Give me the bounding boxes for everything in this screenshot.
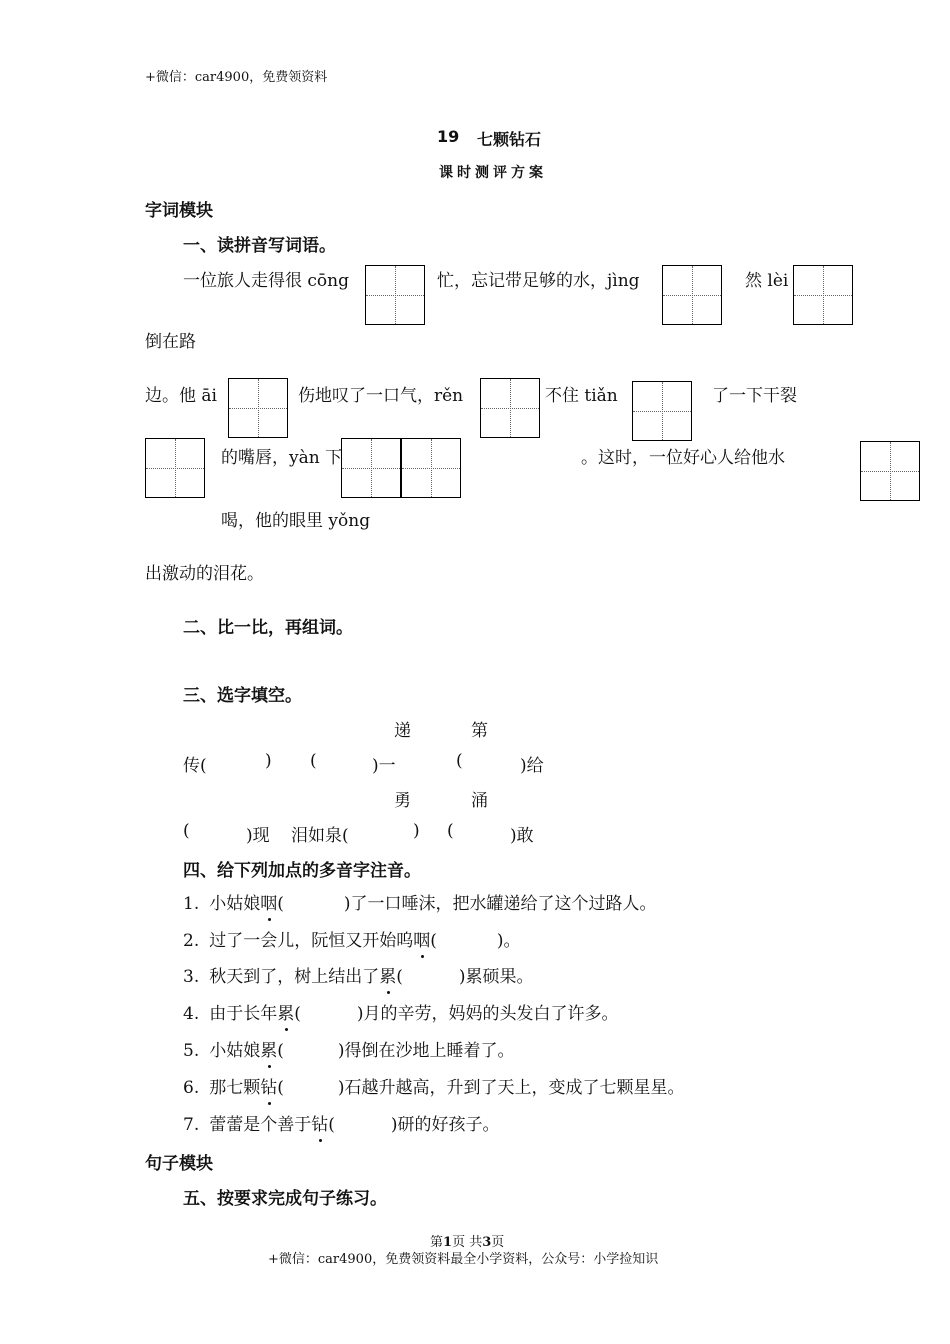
q2-heading: 二、比一比，再组词。 [183,618,353,638]
q1-heading: 一、读拼音写词语。 [183,236,336,256]
item-text: 由于长年 [209,1004,278,1024]
q1-text: 然 lèi [745,271,789,291]
fill-text: 泪如泉( [291,826,349,846]
choice-char: 勇 [394,791,411,811]
writing-box[interactable] [228,378,288,438]
current-page: 1 [443,1235,453,1250]
choice-char: 涌 [471,791,488,811]
q4-heading: 四、给下列加点的多音字注音。 [183,861,421,881]
list-item [183,1073,685,1098]
q1-text: 出激动的泪花。 [145,564,264,584]
paren-close: ) [458,967,466,987]
writing-box[interactable] [860,441,920,501]
paren-close: ) [496,931,504,951]
writing-box[interactable] [662,265,722,325]
total-pages: 3 [482,1235,492,1250]
writing-box[interactable] [480,378,540,438]
list-item [183,999,619,1024]
q1-text: 边。他 āi [145,386,217,406]
header-watermark: +微信：car4900，免费领资料 [145,70,328,85]
paren-open: ( [277,1078,284,1098]
paren-open: ( [396,967,403,987]
footer-watermark: +微信：car4900，免费领资料最全小学资料，公众号：小学捡知识 [268,1252,659,1267]
dotted-char: 累 [277,999,294,1024]
item-text: 得倒在沙地上睡着了。 [344,1041,515,1061]
fill-text: ( [447,821,454,841]
item-text: 小姑娘 [209,1041,261,1061]
paren-close: ) [337,1041,345,1061]
dotted-char: 钻 [260,1073,277,1098]
fill-text: 传( [183,756,207,776]
item-number: 5. [183,1041,200,1061]
page-label: 页 [491,1235,505,1250]
list-item [183,1110,500,1135]
item-text: 小姑娘 [209,894,261,914]
writing-box[interactable] [401,438,461,498]
item-text: 蕾蕾是个善于 [209,1115,312,1135]
paren-open: ( [328,1115,335,1135]
q1-text: 。这时，一位好心人给他水 [581,448,785,468]
q1-text: 一位旅人走得很 cōng [183,271,349,291]
paren-open: ( [294,1004,301,1024]
q1-text: 倒在路 [145,332,196,352]
item-number: 7. [183,1115,200,1135]
fill-text: ) [413,821,420,841]
list-item [183,962,534,987]
fill-text: ( [310,751,317,771]
item-number: 2. [183,931,200,951]
item-text: 。 [503,931,521,951]
q1-text: 了一下干裂 [712,386,797,406]
item-number: 4. [183,1004,200,1024]
paren-open: ( [430,931,437,951]
item-number: 3. [183,967,200,987]
module-label-words: 字词模块 [145,201,213,221]
dotted-char: 钻 [311,1110,328,1135]
paren-open: ( [277,894,284,914]
item-text: 研的好孩子。 [397,1115,500,1135]
fill-text: )敢 [510,826,534,846]
module-label-sentences: 句子模块 [145,1154,213,1174]
q5-heading: 五、按要求完成句子练习。 [183,1189,387,1209]
q1-text: 喝，他的眼里 yǒng [221,511,371,531]
list-item [183,1036,515,1061]
choice-char: 第 [471,721,488,741]
paren-close: ) [337,1078,345,1098]
writing-box[interactable] [365,265,425,325]
item-text: 秋天到了，树上结出了 [209,967,380,987]
fill-text: ( [183,821,190,841]
lesson-number: 19 [437,127,460,146]
q1-text: 伤地叹了一口气，rěn [298,386,464,406]
page-label: 页 共 [452,1235,483,1250]
q1-text: 的嘴唇，yàn 下 [221,448,343,468]
item-text: 累硕果。 [465,967,534,987]
item-text: 过了一会儿，阮恒又开始呜 [209,931,414,951]
fill-text: ) [265,751,272,771]
writing-box[interactable] [793,265,853,325]
dotted-char: 累 [379,962,396,987]
paren-close: ) [390,1115,398,1135]
page-label: 第 [430,1235,444,1250]
fill-text: ( [456,751,463,771]
fill-text: )现 [246,826,270,846]
q1-text: 忙，忘记带足够的水，jìng [437,271,640,291]
fill-text: )给 [520,756,544,776]
item-text: 石越升越高，升到了天上，变成了七颗星星。 [344,1078,685,1098]
q1-text: 不住 tiǎn [545,386,618,406]
dotted-char: 咽 [260,889,277,914]
writing-box[interactable] [145,438,205,498]
item-text: 月的辛劳，妈妈的头发白了许多。 [363,1004,619,1024]
writing-box[interactable] [632,381,692,441]
list-item [183,889,657,914]
paren-close: ) [356,1004,364,1024]
item-text: 了一口唾沫，把水罐递给了这个过路人。 [350,894,657,914]
item-text: 那七颗 [209,1078,261,1098]
choice-char: 递 [394,721,411,741]
list-item [183,926,521,951]
writing-box[interactable] [341,438,401,498]
item-number: 6. [183,1078,200,1098]
lesson-title: 七颗钻石 [477,130,542,149]
q3-heading: 三、选字填空。 [183,686,302,706]
dotted-char: 咽 [413,926,430,951]
page-subtitle: 课时测评方案 [439,165,547,181]
dotted-char: 累 [260,1036,277,1061]
paren-close: ) [343,894,351,914]
paren-open: ( [277,1041,284,1061]
fill-text: )一 [372,756,396,776]
item-number: 1. [183,894,200,914]
